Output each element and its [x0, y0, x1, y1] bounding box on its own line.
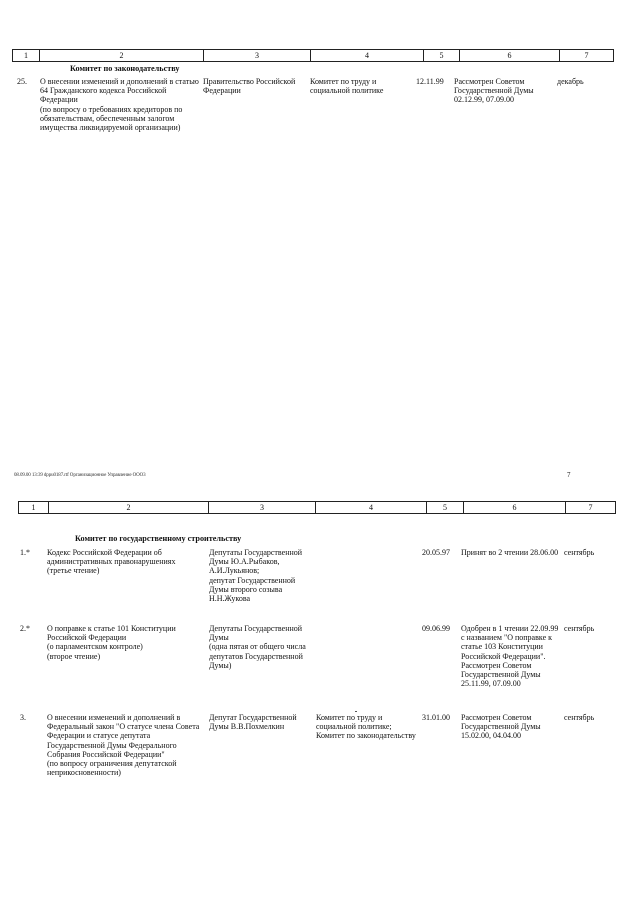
submission-date: 12.11.99 [416, 77, 444, 86]
column-header-5: 5 [427, 502, 464, 513]
bill-initiator: Депутат Государственной Думы В.В.Похмелкин [209, 713, 297, 732]
bill-initiator: Депутаты Государственной Думы (одна пятая от общего числа депутатов Государственной Думы) [209, 624, 306, 670]
column-header-2: 2 [49, 502, 209, 513]
column-header-7: 7 [584, 51, 589, 60]
column-header-4: 4 [316, 502, 427, 513]
review-status: Рассмотрен Советом Государственной Думы 02.12.99, 07.09.00 [454, 77, 534, 105]
column-header-row-top [12, 49, 614, 62]
responsible-committee: Комитет по труду и социальной политике; Комитет по законодательству [316, 713, 416, 741]
bill-title: О внесении изменений и дополнений в Федеральный закон "О статусе члена Совета Федерации и статусе депутата Государственной Думы Федерального Собрания Российской Федерации" (по вопросу ограничения депутатской неприкосновенности) [47, 713, 200, 778]
bill-title: Кодекс Российской Федерации об административных правонарушениях (третье чтение) [47, 548, 176, 576]
review-status: Одобрен в 1 чтении 22.09.99 с названием "О поправке к статье 103 Конституции Российской Федерации". Рассмотрен Советом Государственной Думы 25.11.99, 07.09.00 [461, 624, 559, 689]
column-header-7: 7 [588, 503, 593, 512]
scan-speck [355, 711, 357, 712]
planned-month: сентябрь [564, 624, 595, 633]
submission-date: 31.01.00 [422, 713, 450, 722]
review-status: Рассмотрен Советом Государственной Думы 15.02.00, 04.04.00 [461, 713, 541, 741]
committee-heading-legislation: Комитет по законодательству [70, 64, 180, 73]
row-number: 1.* [20, 548, 30, 557]
submission-date: 20.05.97 [422, 548, 450, 557]
planned-month: сентябрь [564, 713, 595, 722]
review-status: Принят во 2 чтении 28.06.00 [461, 548, 559, 557]
planned-month: сентябрь [564, 548, 595, 557]
committee-heading-state-building: Комитет по государственному строительству [75, 534, 242, 543]
column-header-3: 3 [209, 502, 316, 513]
row-number: 25. [17, 77, 27, 86]
column-header-1: 1 [13, 50, 40, 61]
fax-footer-line: 08.09.00 13:39 dppu0187.rtf Организационное Управление ООО3 [14, 473, 146, 478]
column-header-4: 4 [311, 50, 424, 61]
column-header-5: 5 [424, 50, 460, 61]
column-header-6: 6 [460, 50, 560, 61]
bill-title: О поправке к статье 101 Конституции Российской Федерации (о парламентском контроле) (второе чтение) [47, 624, 176, 661]
row-number: 3. [20, 713, 26, 722]
bill-initiator: Депутаты Государственной Думы Ю.А.Рыбаков, А.И.Лукьянов; депутат Государственной Думы второго созыва Н.Н.Жукова [209, 548, 303, 603]
planned-month: декабрь [557, 77, 584, 86]
column-header-6: 6 [464, 502, 566, 513]
bill-initiator: Правительство Российской Федерации [203, 77, 296, 96]
submission-date: 09.06.99 [422, 624, 450, 633]
bill-title: О внесении изменений и дополнений в статью 64 Гражданского кодекса Российской Федерации (по вопросу о требованиях кредиторов по обязательствам, обеспеченным залогом имущества ликвидируемой организации) [40, 77, 199, 132]
responsible-committee: Комитет по труду и социальной политике [310, 77, 384, 96]
column-header-row-bottom [18, 501, 616, 514]
page-number: 7 [567, 471, 571, 479]
row-number: 2.* [20, 624, 30, 633]
column-header-1: 1 [19, 502, 49, 513]
column-header-3: 3 [204, 50, 311, 61]
column-header-2: 2 [40, 50, 204, 61]
